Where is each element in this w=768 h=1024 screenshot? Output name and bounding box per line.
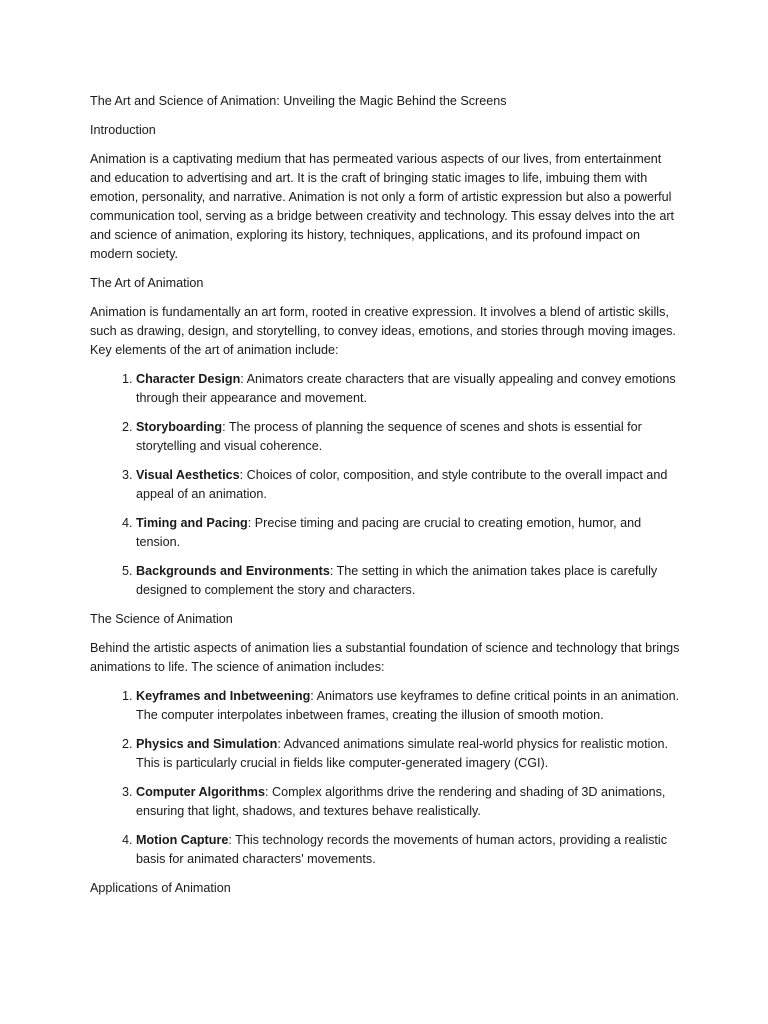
document-body [90, 92, 680, 908]
introduction-paragraph: Animation is a captivating medium that has permeated various aspects of our lives, from entertainment and education to advertising and art. It is the craft of bringing static images to life, imbuing them with emotion, personality, and narrative. Animation is not only a form of artistic expression but also a powerful communication tool, serving as a bridge between creativity and technology. This essay delves into the art and science of animation, exploring its history, techniques, applications, and its profound impact on modern society. [90, 152, 675, 261]
list-item-term: Keyframes and Inbetweening [136, 689, 311, 703]
list-item-term: Character Design [136, 372, 241, 386]
art-elements-list [90, 370, 680, 600]
list-item-text: : Precise timing and pacing are crucial to creating emotion, humor, and tension. [136, 516, 642, 549]
list-item [136, 831, 680, 869]
section-heading-art: The Art of Animation [90, 276, 204, 290]
list-item [136, 562, 680, 600]
list-item-text: : This technology records the movements of human actors, providing a realistic basis for animated characters' movements. [136, 833, 668, 866]
list-item-text: : Animators use keyframes to define critical points in an animation. The computer interpolates inbetween frames, creating the illusion of smooth motion. [136, 689, 680, 722]
list-item [136, 466, 680, 504]
list-item-text: : Advanced animations simulate real-world physics for realistic motion. This is particularly crucial in fields like computer-generated imagery (CGI). [136, 737, 668, 770]
list-item-text: : Complex algorithms drive the rendering and shading of 3D animations, ensuring that light, shadows, and textures behave realistically. [136, 785, 666, 818]
section-heading-introduction: Introduction [90, 123, 156, 137]
list-item-term: Visual Aesthetics [136, 468, 240, 482]
list-item-text: : The setting in which the animation takes place is carefully designed to complement the story and characters. [136, 564, 658, 597]
list-item-text: : Choices of color, composition, and style contribute to the overall impact and appeal of an animation. [136, 468, 668, 501]
document-title: The Art and Science of Animation: Unveiling the Magic Behind the Screens [90, 94, 507, 108]
science-elements-list [90, 687, 680, 869]
section-heading-applications: Applications of Animation [90, 881, 231, 895]
list-item [136, 370, 680, 408]
list-item-term: Motion Capture [136, 833, 229, 847]
list-item-term: Physics and Simulation [136, 737, 278, 751]
list-item-term: Timing and Pacing [136, 516, 248, 530]
list-item-term: Storyboarding [136, 420, 223, 434]
section-heading-science: The Science of Animation [90, 612, 233, 626]
list-item [136, 783, 680, 821]
art-paragraph: Animation is fundamentally an art form, rooted in creative expression. It involves a blend of artistic skills, such as drawing, design, and storytelling, to convey ideas, emotions, and stories through moving images. Key elements of the art of animation include: [90, 305, 676, 357]
list-item-text: : The process of planning the sequence of scenes and shots is essential for storytelling and visual coherence. [136, 420, 642, 453]
list-item [136, 418, 680, 456]
science-paragraph: Behind the artistic aspects of animation lies a substantial foundation of science and technology that brings animations to life. The science of animation includes: [90, 641, 680, 674]
list-item [136, 514, 680, 552]
list-item [136, 687, 680, 725]
list-item-term: Backgrounds and Environments [136, 564, 330, 578]
list-item-term: Computer Algorithms [136, 785, 265, 799]
list-item [136, 735, 680, 773]
list-item-text: : Animators create characters that are visually appealing and convey emotions through their appearance and movement. [136, 372, 676, 405]
